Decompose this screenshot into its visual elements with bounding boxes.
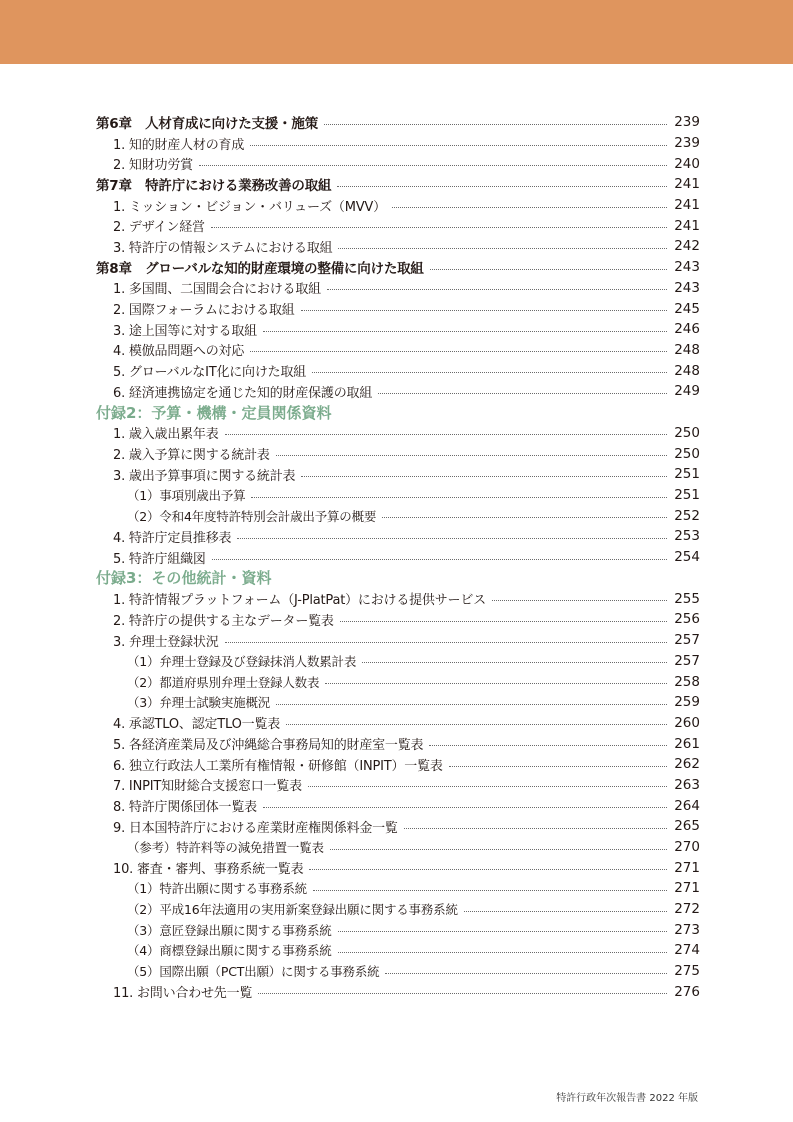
toc-entry-label: 第6章 人材育成に向けた支援・施策: [96, 116, 318, 133]
toc-item[interactable]: [96, 278, 700, 299]
dot-leader: [250, 145, 667, 146]
toc-entry-label: 3. 弁理士登録状況: [113, 634, 219, 650]
toc-entry-label: （1）特許出願に関する事務系統: [127, 881, 307, 897]
toc-entry-label: （5）国際出願（PCT出願）に関する事務系統: [127, 964, 380, 980]
toc-entry-label: 10. 審査・審判、事務系統一覧表: [113, 862, 304, 878]
footer-publication-title: 特許行政年次報告書 2022 年版: [556, 1093, 698, 1104]
toc-page-number: 249: [674, 383, 700, 400]
toc-page-number: 274: [674, 942, 700, 959]
toc-entry-label: 9. 日本国特許庁における産業財産権関係料金一覧: [113, 820, 398, 836]
toc-page-number: 273: [674, 921, 700, 938]
toc-item[interactable]: [96, 733, 700, 754]
dot-leader: [250, 351, 667, 352]
dot-leader: [464, 911, 667, 912]
toc-item[interactable]: [96, 547, 700, 568]
dot-leader: [325, 683, 667, 684]
toc-page-number: 260: [674, 714, 700, 731]
toc-item[interactable]: [96, 340, 700, 361]
toc-entry-label: 5. 各経済産業局及び沖縄総合事務局知的財産室一覧表: [113, 738, 424, 754]
toc-chapter-heading[interactable]: [96, 257, 700, 278]
toc-entry-label: （3）弁理士試験実施概況: [127, 695, 271, 711]
toc-item[interactable]: [96, 630, 700, 651]
dot-leader: [340, 621, 667, 622]
toc-item[interactable]: [96, 443, 700, 464]
dot-leader: [258, 993, 667, 994]
toc-item[interactable]: [96, 754, 700, 775]
toc-page-number: 261: [674, 735, 700, 752]
toc-entry-label: （3）意匠登録出願に関する事務系統: [127, 922, 332, 938]
toc-page-number: 248: [674, 341, 700, 358]
dot-leader: [324, 124, 667, 125]
toc-page-number: 241: [674, 176, 700, 193]
toc-subitem[interactable]: [96, 919, 700, 940]
toc-entry-label: 3. 歳出予算事項に関する統計表: [113, 468, 296, 484]
dot-leader: [492, 600, 667, 601]
toc-subitem[interactable]: [96, 837, 700, 858]
toc-entry-label: 第7章 特許庁における業務改善の取組: [96, 178, 332, 195]
toc-entry-label: 3. 特許庁の情報システムにおける取組: [113, 240, 333, 256]
toc-item[interactable]: [96, 236, 700, 257]
toc-entry-label: 1. 多国間、二国間会合における取組: [113, 282, 321, 298]
toc-page-number: 258: [674, 673, 700, 690]
toc-page-number: 252: [674, 507, 700, 524]
toc-item[interactable]: [96, 526, 700, 547]
toc-page-number: 250: [674, 424, 700, 441]
toc-entry-label: 2. 国際フォーラムにおける取組: [113, 303, 295, 319]
toc-item[interactable]: [96, 153, 700, 174]
toc-item[interactable]: [96, 775, 700, 796]
dot-leader: [212, 559, 667, 560]
toc-page-number: 240: [674, 155, 700, 172]
table-of-contents: [96, 112, 700, 1002]
toc-item[interactable]: [96, 609, 700, 630]
toc-chapter-heading[interactable]: [96, 112, 700, 133]
dot-leader: [327, 289, 667, 290]
toc-entry-label: 第8章 グローバルな知的財産環境の整備に向けた取組: [96, 261, 424, 278]
dot-leader: [237, 538, 667, 539]
toc-page-number: 243: [674, 279, 700, 296]
dot-leader: [312, 372, 667, 373]
dot-leader: [309, 869, 667, 870]
dot-leader: [430, 269, 667, 270]
toc-appendix-heading[interactable]: [96, 402, 700, 423]
dot-leader: [276, 704, 667, 705]
toc-page-number: 246: [674, 321, 700, 338]
toc-entry-label: 付録3：その他統計・資料: [96, 569, 272, 588]
dot-leader: [404, 828, 667, 829]
toc-page-number: 251: [674, 466, 700, 483]
toc-page-number: 254: [674, 549, 700, 566]
toc-subitem[interactable]: [96, 899, 700, 920]
toc-page-number: 239: [674, 135, 700, 152]
toc-item[interactable]: [96, 713, 700, 734]
dot-leader: [313, 890, 667, 891]
toc-entry-label: 6. 独立行政法人工業所有権情報・研修館（INPIT）一覧表: [113, 758, 443, 774]
dot-leader: [362, 662, 667, 663]
toc-page-number: 263: [674, 776, 700, 793]
toc-item[interactable]: [96, 857, 700, 878]
toc-page-number: 257: [674, 632, 700, 649]
toc-item[interactable]: [96, 360, 700, 381]
dot-leader: [308, 786, 667, 787]
dot-leader: [301, 310, 667, 311]
dot-leader: [330, 849, 667, 850]
toc-chapter-heading[interactable]: [96, 174, 700, 195]
toc-appendix-heading[interactable]: [96, 567, 700, 588]
toc-entry-label: 2. 知財功労賞: [113, 158, 193, 174]
toc-entry-label: 2. 歳入予算に関する統計表: [113, 448, 270, 464]
toc-subitem[interactable]: [96, 485, 700, 506]
toc-page-number: 264: [674, 797, 700, 814]
toc-entry-label: （1）事項別歳出予算: [127, 488, 246, 504]
toc-item[interactable]: [96, 464, 700, 485]
toc-item[interactable]: [96, 195, 700, 216]
toc-item[interactable]: [96, 298, 700, 319]
toc-page-number: 243: [674, 259, 700, 276]
toc-entry-label: （2）平成16年法適用の実用新案登録出願に関する事務系統: [127, 902, 458, 918]
toc-page-number: 257: [674, 652, 700, 669]
toc-entry-label: （4）商標登録出願に関する事務系統: [127, 943, 332, 959]
toc-page-number: 250: [674, 445, 700, 462]
toc-entry-label: 2. デザイン経営: [113, 220, 205, 236]
toc-entry-label: （1）弁理士登録及び登録抹消人数累計表: [127, 653, 357, 669]
toc-item[interactable]: [96, 319, 700, 340]
toc-entry-label: 1. ミッション・ビジョン・バリューズ（MVV）: [113, 199, 386, 215]
toc-item[interactable]: [96, 816, 700, 837]
dot-leader: [225, 434, 667, 435]
toc-item[interactable]: [96, 795, 700, 816]
toc-page-number: 262: [674, 756, 700, 773]
dot-leader: [338, 248, 667, 249]
dot-leader: [385, 973, 667, 974]
toc-entry-label: 4. 模倣品問題への対応: [113, 344, 245, 360]
toc-page-number: 239: [674, 114, 700, 131]
toc-page-number: 245: [674, 300, 700, 317]
toc-item[interactable]: [96, 423, 700, 444]
dot-leader: [338, 931, 667, 932]
toc-entry-label: 2. 特許庁の提供する主なデーター覧表: [113, 613, 334, 629]
toc-page-number: 275: [674, 963, 700, 980]
toc-subitem[interactable]: [96, 961, 700, 982]
toc-subitem[interactable]: [96, 505, 700, 526]
toc-entry-label: 付録2：予算・機構・定員関係資料: [96, 403, 332, 422]
toc-page-number: 241: [674, 197, 700, 214]
toc-subitem[interactable]: [96, 878, 700, 899]
toc-subitem[interactable]: [96, 651, 700, 672]
toc-page-number: 271: [674, 880, 700, 897]
dot-leader: [337, 186, 667, 187]
toc-entry-label: 1. 特許情報プラットフォーム（J-PlatPat）における提供サービス: [113, 593, 486, 609]
dot-leader: [392, 207, 667, 208]
toc-entry-label: 4. 特許庁定員推移表: [113, 530, 232, 546]
toc-page-number: 259: [674, 694, 700, 711]
toc-item[interactable]: [96, 381, 700, 402]
toc-item[interactable]: [96, 215, 700, 236]
dot-leader: [378, 393, 667, 394]
dot-leader: [449, 766, 667, 767]
dot-leader: [199, 165, 667, 166]
toc-entry-label: 6. 経済連携協定を通じた知的財産保護の取組: [113, 385, 373, 401]
toc-entry-label: 8. 特許庁関係団体一覧表: [113, 800, 257, 816]
dot-leader: [286, 724, 667, 725]
dot-leader: [251, 497, 667, 498]
dot-leader: [301, 476, 667, 477]
toc-page-number: 265: [674, 818, 700, 835]
toc-page-number: 248: [674, 362, 700, 379]
toc-item[interactable]: [96, 982, 700, 1003]
toc-subitem[interactable]: [96, 671, 700, 692]
toc-subitem[interactable]: [96, 940, 700, 961]
toc-entry-label: （参考）特許料等の減免措置一覧表: [127, 840, 324, 856]
toc-page-number: 253: [674, 528, 700, 545]
toc-entry-label: 11. お問い合わせ先一覧: [113, 986, 253, 1002]
dot-leader: [225, 642, 667, 643]
toc-entry-label: 3. 途上国等に対する取組: [113, 323, 257, 339]
toc-page-number: 241: [674, 217, 700, 234]
toc-entry-label: （2）都道府県別弁理士登録人数表: [127, 674, 320, 690]
dot-leader: [263, 807, 667, 808]
header-color-band: [0, 0, 793, 64]
toc-entry-label: 1. 歳入歳出累年表: [113, 427, 219, 443]
toc-page-number: 242: [674, 238, 700, 255]
toc-page-number: 272: [674, 901, 700, 918]
toc-page-number: 271: [674, 859, 700, 876]
dot-leader: [263, 331, 667, 332]
dot-leader: [338, 952, 667, 953]
toc-item[interactable]: [96, 133, 700, 154]
toc-subitem[interactable]: [96, 692, 700, 713]
toc-page-number: 256: [674, 611, 700, 628]
toc-page-number: 276: [674, 983, 700, 1000]
dot-leader: [429, 745, 667, 746]
toc-page-number: 255: [674, 590, 700, 607]
dot-leader: [211, 227, 667, 228]
toc-entry-label: 5. グローバルなIT化に向けた取組: [113, 365, 307, 381]
toc-page-number: 270: [674, 839, 700, 856]
toc-entry-label: 7. INPIT知財総合支援窓口一覧表: [113, 779, 302, 795]
toc-item[interactable]: [96, 588, 700, 609]
toc-page-number: 251: [674, 487, 700, 504]
dot-leader: [382, 517, 667, 518]
toc-entry-label: 5. 特許庁組織図: [113, 551, 206, 567]
toc-entry-label: 4. 承認TLO、認定TLO一覧表: [113, 717, 281, 733]
toc-entry-label: 1. 知的財産人材の育成: [113, 137, 245, 153]
toc-entry-label: （2）令和4年度特許特別会計歳出予算の概要: [127, 508, 377, 524]
dot-leader: [276, 455, 667, 456]
